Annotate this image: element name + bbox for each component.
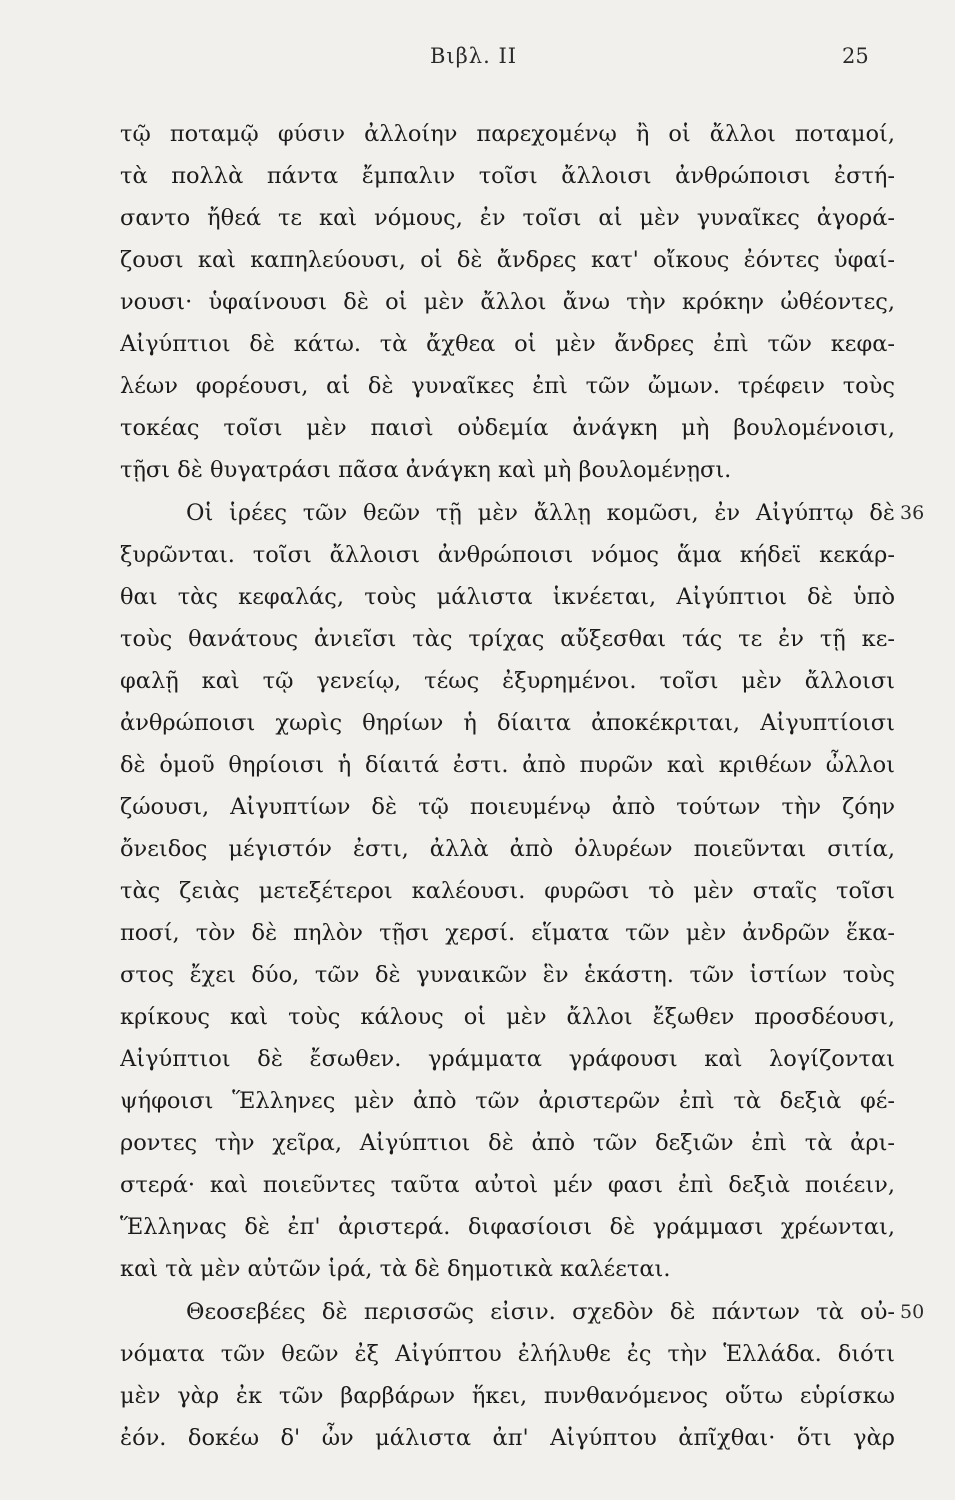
text-line: κρίκους καὶ τοὺς κάλους οἱ μὲν ἄλλοι ἔξωθεν προσδέουσι, [120, 1004, 895, 1030]
text-line: καὶ τὰ μὲν αὐτῶν ἱρά, τὰ δὲ δημοτικὰ καλέεται. [120, 1256, 671, 1282]
running-head: Βιβλ. ΙΙ [430, 44, 518, 68]
text-line: Αἰγύπτιοι δὲ ἔσωθεν. γράμματα γράφουσι καὶ λογίζονται [120, 1046, 895, 1072]
text-line: Ἕλληνας δὲ ἐπ' ἀριστερά. διφασίοισι δὲ γράμμασι χρέωνται, [120, 1214, 895, 1240]
text-line: Θεοσεβέες δὲ περισσῶς εἰσιν. σχεδὸν δὲ πάντων τὰ οὐ- [186, 1299, 895, 1325]
text-line: ξυρῶνται. τοῖσι ἄλλοισι ἀνθρώποισι νόμος ἅμα κήδεϊ κεκάρ- [120, 542, 895, 568]
text-line: τοὺς θανάτους ἀνιεῖσι τὰς τρίχας αὔξεσθαι τάς τε ἐν τῇ κε- [120, 626, 895, 652]
page-number: 25 [842, 44, 869, 68]
text-line: τοκέας τοῖσι μὲν παισὶ οὐδεμία ἀνάγκη μὴ βουλομένοισι, [120, 415, 895, 441]
text-line: μὲν γὰρ ἐκ τῶν βαρβάρων ἥκει, πυνθανόμενος οὕτω εὑρίσκω [120, 1383, 895, 1409]
text-line: τῷ ποταμῷ φύσιν ἀλλοίην παρεχομένῳ ἢ οἱ ἄλλοι ποταμοί, [120, 121, 895, 147]
text-line: φαλῇ καὶ τῷ γενείῳ, τέως ἐξυρημένοι. τοῖσι μὲν ἄλλοισι [120, 668, 895, 694]
text-line: θαι τὰς κεφαλάς, τοὺς μάλιστα ἱκνέεται, Αἰγύπτιοι δὲ ὑπὸ [120, 584, 895, 610]
text-line: Αἰγύπτιοι δὲ κάτω. τὰ ἄχθεα οἱ μὲν ἄνδρες ἐπὶ τῶν κεφα- [120, 331, 895, 357]
text-line: στος ἔχει δύο, τῶν δὲ γυναικῶν ἓν ἑκάστη. τῶν ἱστίων τοὺς [120, 962, 895, 988]
text-line: ψήφοισι Ἕλληνες μὲν ἀπὸ τῶν ἀριστερῶν ἐπὶ τὰ δεξιὰ φέ- [120, 1088, 895, 1114]
text-line: ζουσι καὶ καπηλεύουσι, οἱ δὲ ἄνδρες κατ' οἴκους ἐόντες ὑφαί- [120, 247, 895, 273]
text-line: νουσι· ὑφαίνουσι δὲ οἱ μὲν ἄλλοι ἄνω τὴν κρόκην ὠθέοντες, [120, 289, 895, 315]
text-line: στερά· καὶ ποιεῦντες ταῦτα αὐτοὶ μέν φασι ἐπὶ δεξιὰ ποιέειν, [120, 1172, 895, 1198]
text-line: δὲ ὁμοῦ θηρίοισι ἡ δίαιτά ἐστι. ἀπὸ πυρῶν καὶ κριθέων ὦλλοι [120, 752, 895, 778]
text-line: τῇσι δὲ θυγατράσι πᾶσα ἀνάγκη καὶ μὴ βουλομένῃσι. [120, 457, 732, 483]
text-line: ποσί, τὸν δὲ πηλὸν τῇσι χερσί. εἵματα τῶν μὲν ἀνδρῶν ἕκα- [120, 920, 895, 946]
text-line: τὰ πολλὰ πάντα ἔμπαλιν τοῖσι ἄλλοισι ἀνθρώποισι ἐστή- [120, 163, 895, 189]
margin-chapter-number: 50 [900, 1301, 925, 1323]
text-line: ἐόν. δοκέω δ' ὦν μάλιστα ἀπ' Αἰγύπτου ἀπῖχθαι· ὅτι γὰρ [120, 1425, 895, 1451]
margin-chapter-number: 36 [900, 502, 925, 524]
text-line: τὰς ζειὰς μετεξέτεροι καλέουσι. φυρῶσι τὸ μὲν σταῖς τοῖσι [120, 878, 895, 904]
text-line: ροντες τὴν χεῖρα, Αἰγύπτιοι δὲ ἀπὸ τῶν δεξιῶν ἐπὶ τὰ ἀρι- [120, 1130, 895, 1156]
text-line: νόματα τῶν θεῶν ἐξ Αἰγύπτου ἐλήλυθε ἐς τὴν Ἑλλάδα. διότι [120, 1341, 895, 1367]
text-line: σαντο ἤθεά τε καὶ νόμους, ἐν τοῖσι αἱ μὲν γυναῖκες ἀγορά- [120, 205, 895, 231]
text-line: ὄνειδος μέγιστόν ἐστι, ἀλλὰ ἀπὸ ὀλυρέων ποιεῦνται σιτία, [120, 836, 895, 862]
text-line: Οἱ ἱρέες τῶν θεῶν τῇ μὲν ἄλλῃ κομῶσι, ἐν Αἰγύπτῳ δὲ [186, 500, 895, 526]
text-line: λέων φορέουσι, αἱ δὲ γυναῖκες ἐπὶ τῶν ὤμων. τρέφειν τοὺς [120, 373, 895, 399]
text-line: ζώουσι, Αἰγυπτίων δὲ τῷ ποιευμένῳ ἀπὸ τούτων τὴν ζόην [120, 794, 895, 820]
text-line: ἀνθρώποισι χωρὶς θηρίων ἡ δίαιτα ἀποκέκριται, Αἰγυπτίοισι [120, 710, 895, 736]
